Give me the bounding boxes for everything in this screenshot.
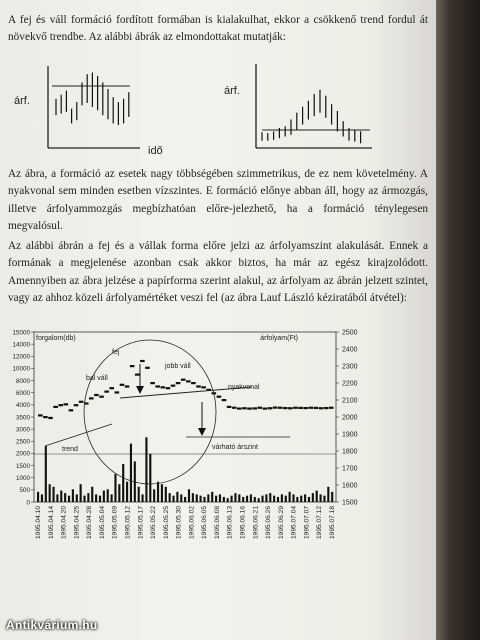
date-tick-label: 1995.04.25 (73, 506, 81, 540)
volume-bar (261, 496, 263, 502)
date-tick-label: 1995.04.14 (47, 506, 55, 540)
volume-bar (238, 494, 240, 502)
volume-bar (111, 494, 113, 502)
price-mark (268, 407, 273, 409)
price-mark (242, 407, 247, 409)
right-tick-label: 1900 (342, 431, 358, 439)
price-mark (263, 408, 268, 410)
price-mark (130, 365, 135, 367)
head-arrow-tip (136, 386, 144, 394)
date-tick-label: 1995.04.20 (60, 506, 68, 540)
price-mark (201, 386, 206, 388)
price-mark (125, 385, 130, 387)
volume-bar (45, 446, 47, 502)
paragraph-symmetry: Az ábra, a formáció az esetek nagy többségében szimmetrikus, de ez nem követelmény. A nyakvonal sem minden esetben vízszintes. E formáció előnye abban áll, hogy az ármozgás, illetve árfolyammozgás megbízhatóan előre-jelezhető, ha a formáció ténylegesen megvalósul. (8, 168, 428, 233)
volume-bar (331, 492, 333, 502)
price-mark (109, 387, 114, 389)
price-mark (104, 391, 109, 393)
price-mark (257, 407, 262, 409)
price-mark (43, 416, 48, 418)
price-mark (329, 407, 334, 409)
price-mark (319, 407, 324, 409)
price-mark (150, 382, 155, 384)
date-tick-label: 1995.05.09 (111, 506, 119, 540)
date-tick-label: 1995.06.13 (226, 506, 234, 540)
volume-bar (49, 484, 51, 502)
left-tick-label: 10000 (12, 365, 30, 373)
volume-bar (72, 489, 74, 502)
left-diagram-ylabel: árf. (14, 95, 30, 107)
volume-bar (258, 498, 260, 502)
volume-bar (153, 489, 155, 502)
volume-bar (138, 487, 140, 502)
date-tick-label: 1995.05.22 (150, 506, 158, 540)
left-tick-label: 2000 (15, 450, 30, 458)
left-tick-label: 6000 (15, 390, 30, 398)
price-mark (293, 407, 298, 409)
volume-bar (207, 494, 209, 502)
volume-bar (68, 496, 70, 502)
left-tick-label: 4000 (15, 402, 30, 410)
left-tick-label: 15000 (12, 329, 30, 337)
volume-bar (219, 494, 221, 502)
price-mark (69, 409, 74, 411)
volume-bar (157, 482, 159, 502)
price-mark (232, 407, 237, 409)
left-tick-label: 1500 (15, 462, 30, 470)
date-tick-label: 1995.05.12 (124, 506, 132, 540)
volume-bar (231, 496, 233, 502)
volume-bar (196, 494, 198, 502)
inverse-head-shoulders-diagrams (0, 56, 436, 166)
price-mark (58, 404, 63, 406)
price-mark (288, 407, 293, 409)
price-mark (314, 407, 319, 409)
volume-bar (281, 494, 283, 502)
volume-bar (126, 482, 128, 502)
annotation-bal-vall: bal váll (86, 375, 108, 382)
volume-bar (242, 497, 244, 502)
volume-bar (277, 497, 279, 502)
price-mark (120, 384, 125, 386)
price-mark (94, 394, 99, 396)
date-tick-label: 1995.06.29 (277, 506, 285, 540)
volume-bar (265, 494, 267, 502)
price-mark (115, 391, 120, 393)
volume-bar (165, 487, 167, 502)
paragraph-example: Az alábbi ábrán a fej és a vállak forma előre jelzi az árfolyamszint alakulását. Ennek a formának a megjelenése azonban csak akkor biztos, ha már az egész kirajzolódott. Amennyiben az ábra jelzése a papírforma szerint alakul, az árfolyam az ábrán jelzett szintet, vagy az ahhoz közeli árfolyamértéket veszi fel (az ábra Lauf László kéziratából átvétel): (8, 240, 428, 305)
left-axis-label: forgalom(db) (36, 335, 76, 342)
price-mark (171, 385, 176, 387)
volume-bar (172, 496, 174, 502)
date-tick-label: 1995.05.17 (137, 506, 145, 540)
volume-bar (304, 494, 306, 502)
volume-bar (56, 494, 58, 502)
price-mark (89, 397, 94, 399)
volume-bar (308, 497, 310, 502)
date-tick-label: 1995.06.02 (188, 506, 196, 540)
annotation-nyakvonal: nyakvonal (228, 384, 260, 391)
price-mark (53, 406, 58, 408)
volume-bar (80, 484, 82, 502)
date-tick-label: 1995.07.18 (329, 506, 336, 540)
volume-bar (118, 484, 120, 502)
right-tick-label: 2400 (342, 346, 358, 354)
volume-bar (327, 487, 329, 502)
annotation-target-level: várható árszint (212, 444, 258, 451)
volume-bar (83, 496, 85, 502)
volume-bar (141, 494, 143, 502)
price-mark (181, 379, 186, 381)
volume-bar (60, 491, 62, 502)
date-tick-label: 1995.07.12 (316, 506, 324, 540)
price-mark (217, 396, 222, 398)
price-mark (135, 374, 140, 376)
date-tick-label: 1995.06.16 (239, 506, 247, 540)
right-tick-label: 1500 (342, 499, 358, 507)
target-arrow-tip (198, 428, 206, 436)
left-diagram-xlabel: idő (148, 145, 163, 157)
volume-bar (52, 487, 54, 502)
price-mark (140, 360, 145, 362)
volume-bar (269, 493, 271, 502)
price-mark (99, 396, 104, 398)
price-mark (273, 406, 278, 408)
left-tick-label: 2500 (15, 438, 30, 446)
right-tick-label: 2100 (342, 397, 358, 405)
volume-bar (180, 494, 182, 502)
price-mark (324, 407, 329, 409)
left-tick-label: 1000 (15, 475, 30, 483)
date-tick-label: 1995.05.04 (98, 506, 106, 540)
price-mark (48, 417, 53, 419)
volume-bar (312, 493, 314, 502)
right-tick-label: 1600 (342, 482, 358, 490)
head-shoulders-chart (0, 328, 436, 618)
left-tick-label: 3500 (15, 414, 30, 422)
volume-bar (203, 497, 205, 502)
volume-bar (192, 493, 194, 502)
volume-bar (64, 493, 66, 502)
right-tick-label: 2200 (342, 380, 358, 388)
volume-bar (37, 492, 39, 502)
volume-bar (161, 484, 163, 502)
right-tick-label: 2000 (342, 414, 358, 422)
right-tick-label: 2500 (342, 329, 358, 337)
volume-bar (107, 489, 109, 502)
annotation-jobb-vall: jobb váll (165, 363, 191, 370)
volume-bar (250, 494, 252, 502)
volume-bar (273, 496, 275, 502)
trend-line (45, 424, 112, 446)
volume-bar (300, 496, 302, 502)
volume-bar (130, 444, 132, 502)
date-tick-label: 1995.06.05 (201, 506, 209, 540)
paragraph-intro: A fej és váll formáció fordított formában is kialakulhat, ekkor a csökkenő trend fordul át növekvő trendbe. Az alábbi ábrák az elmondottakat mutatják: (8, 14, 428, 44)
volume-bar (227, 498, 229, 502)
volume-bar (234, 493, 236, 502)
price-mark (160, 386, 165, 388)
date-tick-label: 1995.05.30 (175, 506, 183, 540)
annotation-trend: trend (62, 446, 78, 453)
price-mark (176, 382, 181, 384)
price-mark (79, 401, 84, 403)
book-spine (436, 0, 480, 640)
date-tick-label: 1995.06.21 (252, 506, 260, 540)
price-mark (145, 367, 150, 369)
date-tick-label: 1995.07.07 (303, 506, 311, 540)
volume-bar (87, 493, 89, 502)
volume-bar (215, 496, 217, 502)
volume-bar (211, 492, 213, 502)
price-mark (186, 380, 191, 382)
volume-bar (91, 487, 93, 502)
price-mark (252, 407, 257, 409)
volume-bar (176, 492, 178, 502)
annotation-fej: fej (112, 349, 120, 356)
volume-bar (320, 494, 322, 502)
right-diagram-ylabel: árf. (224, 85, 240, 97)
price-mark (278, 407, 283, 409)
volume-bar (246, 496, 248, 502)
date-tick-label: 1995.07.04 (290, 506, 298, 540)
volume-bar (122, 464, 124, 502)
price-mark (227, 406, 232, 408)
price-mark (191, 382, 196, 384)
volume-bar (76, 494, 78, 502)
watermark: Antikvárium.hu (6, 618, 98, 632)
volume-bar (292, 494, 294, 502)
left-tick-label: 3000 (15, 426, 30, 434)
date-tick-label: 1995.06.26 (265, 506, 273, 540)
price-mark (64, 403, 69, 405)
right-tick-label: 1800 (342, 448, 358, 456)
left-tick-label: 14000 (12, 341, 30, 349)
right-small-diagram (224, 64, 372, 148)
volume-bar (99, 496, 101, 502)
left-tick-label: 0 (26, 499, 30, 507)
price-mark (196, 385, 201, 387)
right-tick-label: 1700 (342, 465, 358, 473)
right-axis-label: árfolyam(Ft) (260, 335, 298, 342)
date-tick-label: 1995.05.25 (162, 506, 170, 540)
date-tick-label: 1995.04.28 (86, 506, 94, 540)
price-mark (308, 407, 313, 409)
price-mark (222, 399, 227, 401)
volume-bar (296, 497, 298, 502)
price-mark (166, 387, 171, 389)
price-mark (74, 404, 79, 406)
right-tick-label: 2300 (342, 363, 358, 371)
price-mark (155, 385, 160, 387)
volume-bar (316, 491, 318, 502)
volume-bar (285, 496, 287, 502)
volume-bar (149, 454, 151, 502)
left-tick-label: 12000 (12, 353, 30, 361)
volume-bar (184, 497, 186, 502)
volume-bar (114, 474, 116, 502)
volume-bar (223, 497, 225, 502)
volume-bar (323, 496, 325, 502)
left-tick-label: 500 (19, 487, 30, 495)
volume-bar (254, 497, 256, 502)
price-mark (303, 407, 308, 409)
volume-bar (95, 494, 97, 502)
volume-bar (200, 496, 202, 502)
volume-bar (41, 494, 43, 502)
date-tick-label: 1995.06.08 (213, 506, 221, 540)
volume-bar (188, 489, 190, 502)
price-mark (283, 407, 288, 409)
left-small-diagram (14, 66, 163, 157)
price-mark (298, 407, 303, 409)
volume-bar (169, 493, 171, 502)
volume-bar (289, 492, 291, 502)
date-tick-label: 1995.04.10 (35, 506, 42, 540)
volume-bar (145, 437, 147, 502)
price-mark (247, 408, 252, 410)
left-tick-label: 8000 (15, 377, 30, 385)
volume-bar (103, 491, 105, 502)
price-mark (237, 408, 242, 410)
price-mark (38, 414, 43, 416)
